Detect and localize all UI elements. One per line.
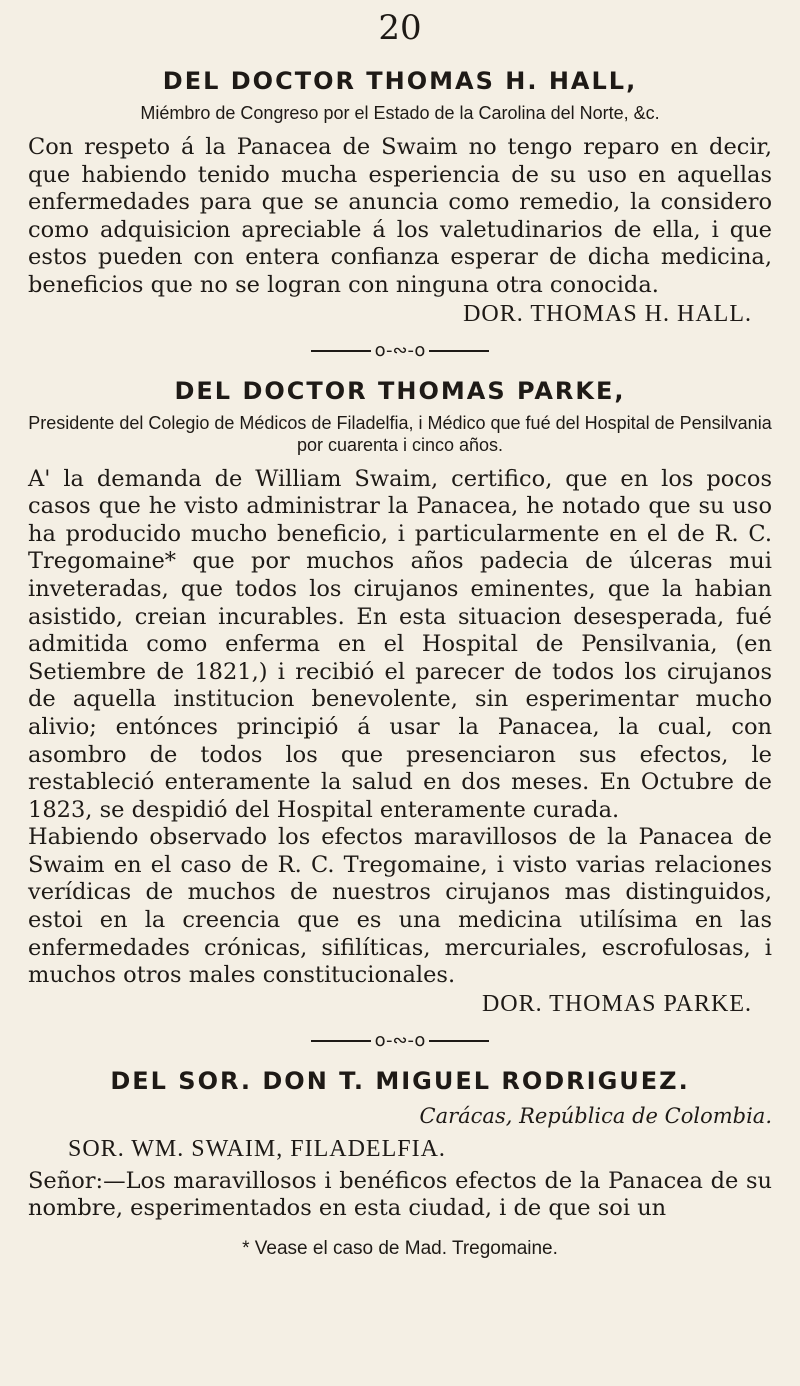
addressee-line: SOR. WM. SWAIM, FILADELFIA. <box>68 1135 446 1162</box>
paragraph-parke-2: Habiendo observado los efectos maravillosos de la Panacea de Swaim en el caso de R. C. Tregomaine, i visto varias relaciones verídicas de muchos de nuestros cirujanos mas distinguidos, estoi en la creencia que es una medicina utilísima en las enfermedades crónicas, sifilíticas, mercuriales, escrofulosas, i muchos otros males constitucionales. <box>28 824 772 989</box>
section-heading-parke: DEL DOCTOR THOMAS PARKE, <box>174 376 626 405</box>
paragraph-rodriguez: Señor:—Los maravillosos i benéficos efectos de la Panacea de su nombre, esperimentados en esta ciudad, i de que soi un <box>28 1167 772 1222</box>
place-line: Carácas, República de Colombia. <box>419 1103 772 1128</box>
divider-ornament: o-∾-o <box>374 339 426 361</box>
divider-rule-right <box>429 350 489 352</box>
divider-1 <box>28 340 772 362</box>
section-subtitle-hall: Miémbro de Congreso por el Estado de la Carolina del Norte, &c. <box>140 103 660 123</box>
section-heading-rodriguez: DEL SOR. DON T. MIGUEL RODRIGUEZ. <box>110 1066 690 1095</box>
section-subtitle-parke: Presidente del Colegio de Médicos de Filadelfia, i Médico que fué del Hospital de Pensilvania por cuarenta i cinco años. <box>28 412 772 455</box>
divider-ornament: o-∾-o <box>374 1029 426 1051</box>
signature-hall: DOR. THOMAS H. HALL. <box>463 300 752 327</box>
page-number: 20 <box>378 8 422 48</box>
signature-parke: DOR. THOMAS PARKE. <box>481 990 752 1017</box>
divider-rule-left <box>311 1040 371 1042</box>
divider-rule-right <box>429 1040 489 1042</box>
divider-rule-left <box>311 350 371 352</box>
section-heading-hall: DEL DOCTOR THOMAS H. HALL, <box>162 67 638 95</box>
divider-2 <box>28 1030 772 1052</box>
footnote: * Vease el caso de Mad. Tregomaine. <box>242 1238 558 1260</box>
paragraph-hall: Con respeto á la Panacea de Swaim no tengo reparo en decir, que habiendo tenido mucha esperiencia de su uso en aquellas enfermedades para que se anuncia como remedio, la considero como adquisicion apreciable á los valetudinarios de ella, i que estos pueden con entera confianza esperar de dicha medicina, beneficios que no se logran con ninguna otra conocida. <box>28 134 772 298</box>
page-text <box>28 66 772 1261</box>
paragraph-parke-1: A' la demanda de William Swaim, certifico, que en los pocos casos que he visto administrar la Panacea, he notado que su uso ha producido mucho beneficio, i particularmente en el de R. C. Tregomaine* que por muchos años padecia de úlceras mui inveteradas, que todos los cirujanos eminentes, que la habian asistido, creian incurables. En esta situacion desesperada, fué admitida como enferma en el Hospital de Pensilvania, (en Setiembre de 1821,) i recibió el parecer de todos los cirujanos de aquella institucion benevolente, sin esperimentar mucho alivio; entónces principió á usar la Panacea, la cual, con asombro de todos los que presenciaron sus efectos, le restableció enteramente la salud en dos meses. En Octubre de 1823, se despidió del Hospital enteramente curada. <box>28 465 772 823</box>
